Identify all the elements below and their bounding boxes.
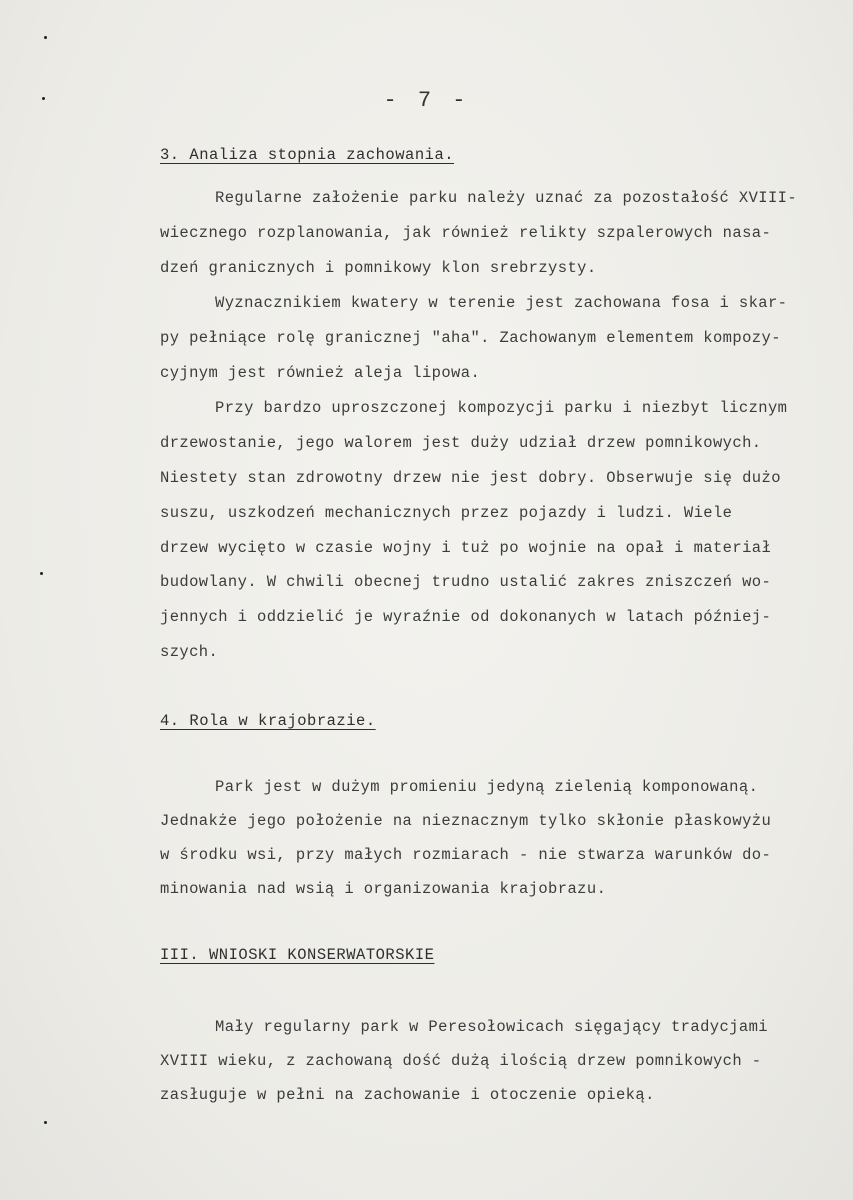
section-heading: III. WNIOSKI KONSERWATORSKIE	[160, 946, 435, 964]
margin-dot	[44, 36, 47, 39]
text-line: drzewostanie, jego walorem jest duży udział drzew pomnikowych.	[160, 434, 762, 452]
text-line: Park jest w dużym promieniu jedyną zielenią komponowaną.	[215, 778, 759, 796]
page-number: - 7 -	[383, 88, 470, 113]
text-line: Mały regularny park w Peresołowicach sięgający tradycjami	[215, 1018, 768, 1036]
text-line: wiecznego rozplanowania, jak również relikty szpalerowych nasa-	[160, 224, 772, 242]
text-line: Regularne założenie parku należy uznać za pozostałość XVIII-	[215, 189, 798, 207]
text-line: drzew wycięto w czasie wojny i tuż po wojnie na opał i materiał	[160, 539, 772, 557]
text-line: cyjnym jest również aleja lipowa.	[160, 364, 481, 382]
text-line: dzeń granicznych i pomnikowy klon srebrzysty.	[160, 259, 597, 277]
text-line: zasługuje w pełni na zachowanie i otoczenie opieką.	[160, 1086, 655, 1104]
text-line: py pełniące rolę granicznej "aha". Zachowanym elementem kompozy-	[160, 329, 781, 347]
text-line: XVIII wieku, z zachowaną dość dużą ilością drzew pomnikowych -	[160, 1052, 762, 1070]
text-line: szych.	[160, 643, 219, 661]
text-line: minowania nad wsią i organizowania krajobrazu.	[160, 880, 607, 898]
text-line: w środku wsi, przy małych rozmiarach - nie stwarza warunków do-	[160, 846, 772, 864]
section-heading: 4. Rola w krajobrazie.	[160, 712, 376, 730]
text-line: suszu, uszkodzeń mechanicznych przez pojazdy i ludzi. Wiele	[160, 504, 733, 522]
margin-dot	[44, 1121, 47, 1124]
text-line: Jednakże jego położenie na nieznacznym tylko skłonie płaskowyżu	[160, 812, 772, 830]
text-line: Niestety stan zdrowotny drzew nie jest dobry. Obserwuje się dużo	[160, 469, 781, 487]
text-line: jennych i oddzielić je wyraźnie od dokonanych w latach później-	[160, 608, 772, 626]
section-heading: 3. Analiza stopnia zachowania.	[160, 146, 455, 164]
text-line: Wyznacznikiem kwatery w terenie jest zachowana fosa i skar-	[215, 294, 788, 312]
text-line: budowlany. W chwili obecnej trudno ustalić zakres zniszczeń wo-	[160, 573, 772, 591]
text-line: Przy bardzo uproszczonej kompozycji parku i niezbyt licznym	[215, 399, 788, 417]
margin-dot	[40, 572, 43, 575]
